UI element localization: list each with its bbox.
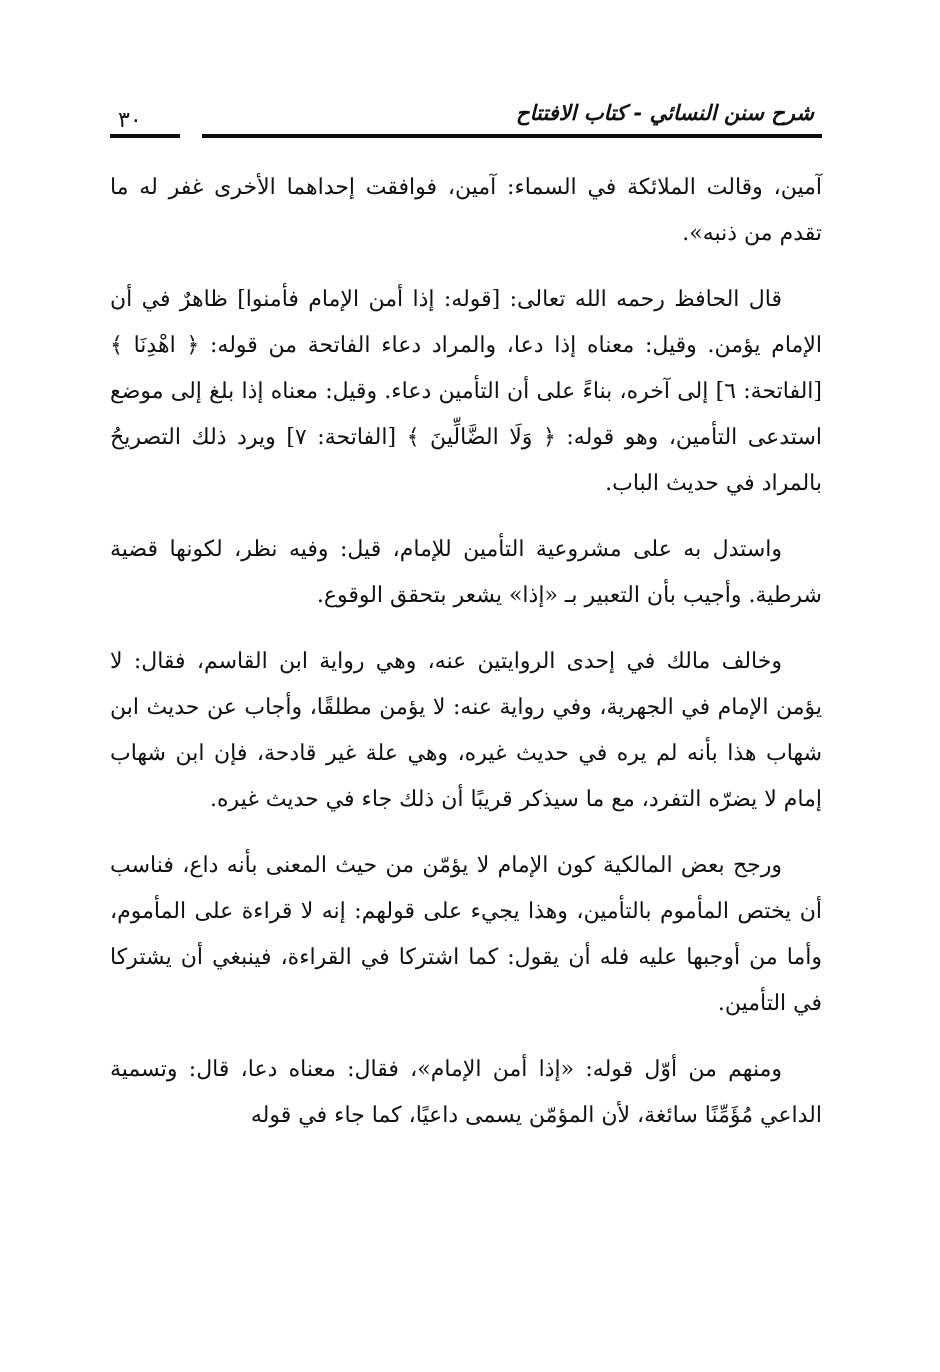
paragraph: آمين، وقالت الملائكة في السماء: آمين، فوافقت إحداهما الأخرى غفر له ما تقدم من ذنبه». xyxy=(110,175,822,246)
running-title: شرح سنن النسائي - كتاب الافتتاح xyxy=(516,101,814,125)
header-rule xyxy=(110,134,822,138)
page-header xyxy=(110,96,822,146)
paragraph: قال الحافظ رحمه الله تعالى: [قوله: إذا أمن الإمام فأمنوا] ظاهرٌ في أن الإمام يؤمن. وقيل: معناه إذا دعا، والمراد دعاء الفاتحة من قوله: ﴿ اهْدِنَا ﴾ [الفاتحة: ٦] إلى آخره، بناءً على أن التأمين دعاء. وقيل: معناه إذا بلغ إلى موضع استدعى التأمين، وهو قوله: ﴿ وَلَا الضَّالِّينَ ﴾ [الفاتحة: ٧] ويرد ذلك التصريحُ بالمراد في حديث الباب. xyxy=(110,287,823,496)
paragraph: ومنهم من أوّل قوله: «إذا أمن الإمام»، فقال: معناه دعا، قال: وتسمية الداعي مُؤَمِّنًا سائغة، لأن المؤمّن يسمى داعيًا، كما جاء في قوله xyxy=(110,1057,822,1128)
paragraph: واستدل به على مشروعية التأمين للإمام، قيل: وفيه نظر، لكونها قضية شرطية. وأجيب بأن التعبير بـ «إذا» يشعر بتحقق الوقوع. xyxy=(110,537,822,608)
paragraph: ورجح بعض المالكية كون الإمام لا يؤمّن من حيث المعنى بأنه داع، فناسب أن يختص المأموم بالتأمين، وهذا يجيء على قولهم: إنه لا قراءة على المأموم، وأما من أوجبها عليه فله أن يقول: كما اشتركا في القراءة، فينبغي أن يشتركا في التأمين. xyxy=(110,853,822,1016)
paragraph: وخالف مالك في إحدى الروايتين عنه، وهي رواية ابن القاسم، فقال: لا يؤمن الإمام في الجهرية، وفي رواية عنه: لا يؤمن مطلقًا، وأجاب عن حديث ابن شهاب هذا بأنه لم يره في حديث غيره، وهي علة غير قادحة، فإن ابن شهاب إمام لا يضرّه التفرد، مع ما سيذكر قريبًا أن ذلك جاء في حديث غيره. xyxy=(110,649,822,812)
page-body xyxy=(110,165,822,1159)
page-number: ٣٠ xyxy=(118,108,142,133)
header-rule-gap xyxy=(180,132,202,140)
